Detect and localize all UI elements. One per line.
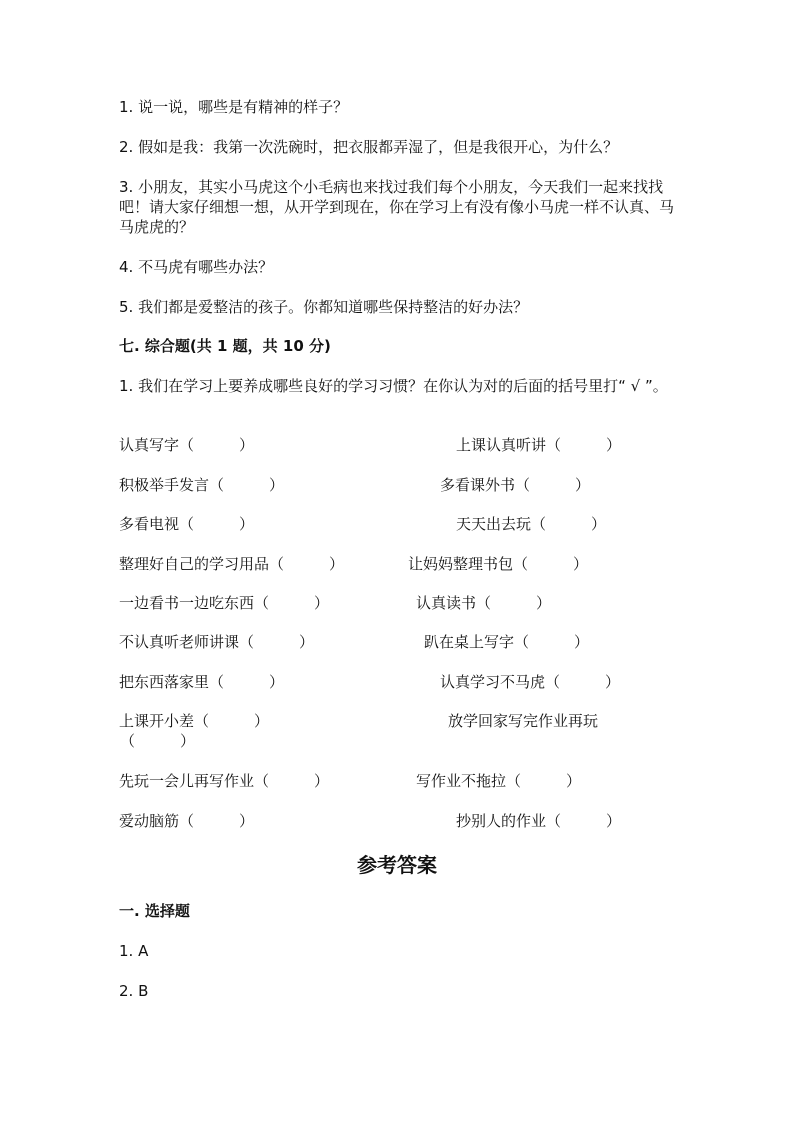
habit-left-2: 积极举手发言（ ）	[119, 476, 285, 494]
habit-right-1: 上课认真听讲（ ）	[456, 436, 622, 454]
question-6-3: 3. 小朋友，其实小马虎这个小毛病也来找过我们每个小朋友，今天我们一起来找找吧！请大家仔细想一想，从开学到现在，你在学习上有没有像小马虎一样不认真、马马虎虎的？	[119, 178, 675, 236]
habit-left-1: 认真写字（ ）	[119, 436, 255, 454]
habit-left-9: 先玩一会儿再写作业（ ）	[119, 772, 330, 790]
question-6-1: 1. 说一说，哪些是有精神的样子？	[119, 98, 349, 116]
habit-right-10: 抄别人的作业（ ）	[456, 812, 622, 830]
section-7-question: 1. 我们在学习上要养成哪些良好的学习习惯？在你认为对的后面的括号里打“ √ ”。	[119, 377, 668, 395]
habit-right-5: 认真读书（ ）	[416, 594, 552, 612]
habit-left-3: 多看电视（ ）	[119, 515, 255, 533]
habit-right-4: 让妈妈整理书包（ ）	[408, 555, 589, 573]
question-6-2: 2. 假如是我：我第一次洗碗时，把衣服都弄湿了，但是我很开心，为什么？	[119, 138, 619, 156]
habit-left-5: 一边看书一边吃东西（ ）	[119, 594, 330, 612]
habit-right-6: 趴在桌上写字（ ）	[424, 633, 590, 651]
section-7-title: 七. 综合题(共 1 题，共 10 分)	[119, 337, 331, 355]
answer-item-2: 2. B	[119, 982, 149, 1000]
habit-right-9: 写作业不拖拉（ ）	[416, 772, 582, 790]
habit-right-8: 放学回家写完作业再玩（ ）	[120, 712, 599, 750]
question-6-5: 5. 我们都是爱整洁的孩子。你都知道哪些保持整洁的好办法？	[119, 298, 529, 316]
habit-left-10: 爱动脑筋（ ）	[119, 812, 255, 830]
habit-right-2: 多看课外书（ ）	[440, 476, 591, 494]
answers-title: 参考答案	[357, 853, 437, 877]
habit-left-4: 整理好自己的学习用品（ ）	[119, 555, 345, 573]
habit-right-7: 认真学习不马虎（ ）	[440, 673, 621, 691]
question-6-4: 4. 不马虎有哪些办法？	[119, 258, 274, 276]
habit-left-8: 上课开小差（ ）	[119, 712, 270, 730]
habit-right-3: 天天出去玩（ ）	[456, 515, 607, 533]
answers-section-1-title: 一. 选择题	[119, 902, 190, 920]
habit-left-6: 不认真听老师讲课（ ）	[119, 633, 315, 651]
habit-left-7: 把东西落家里（ ）	[119, 673, 285, 691]
answer-item-1: 1. A	[119, 942, 149, 960]
